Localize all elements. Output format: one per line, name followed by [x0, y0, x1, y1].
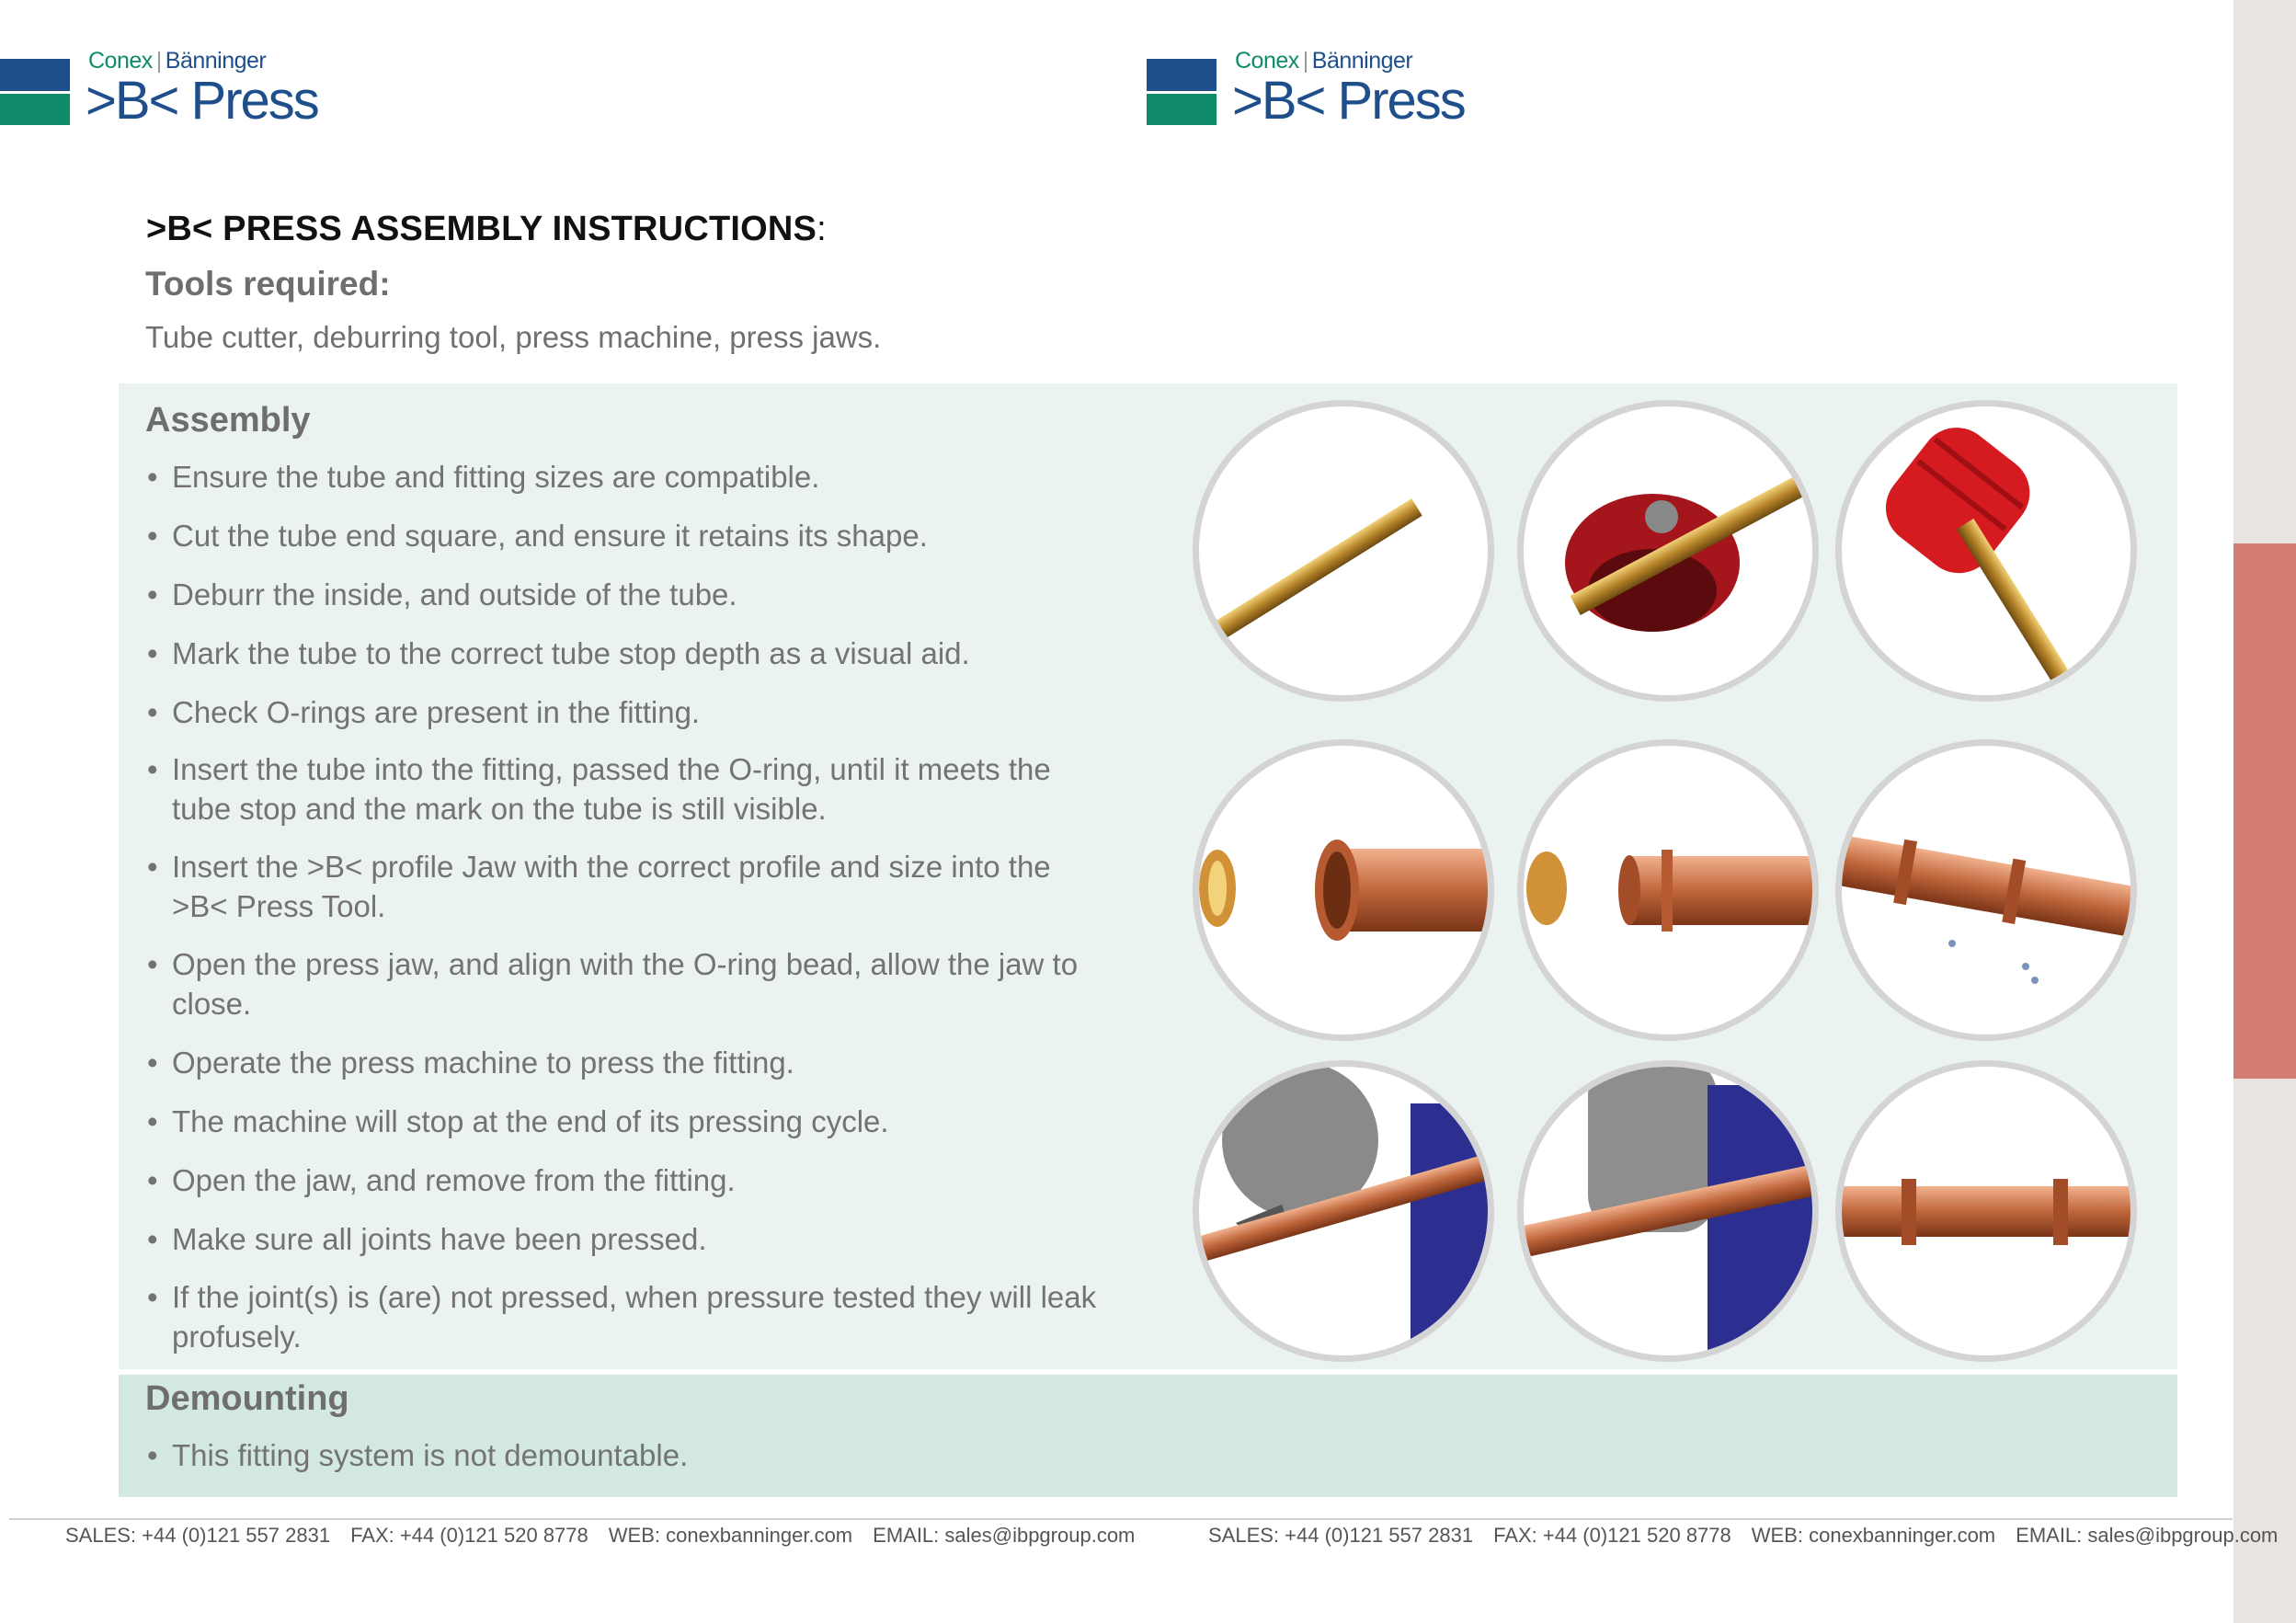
step-photo-pressed [1835, 1060, 2137, 1362]
footer-contact-left [65, 1524, 1155, 1548]
footer-email[interactable]: EMAIL: sales@ibpgroup.com [873, 1524, 1136, 1547]
step-photo-tube [1193, 400, 1494, 702]
demounting-list [145, 1435, 1083, 1475]
pressed-joint-icon [1842, 1067, 2130, 1355]
press-jaw-icon [1199, 1067, 1488, 1355]
footer-sales: SALES: +44 (0)121 557 2831 [65, 1524, 331, 1547]
product-name: >B< Press [86, 71, 318, 131]
press-machine-icon [1524, 1067, 1812, 1355]
tools-text: Tube cutter, deburring tool, press machine, press jaws. [145, 320, 882, 354]
logo-square-green [0, 94, 70, 125]
logo-square-blue [1147, 59, 1217, 91]
assembly-heading: Assembly [145, 401, 311, 440]
assembly-step: • The machine will stop at the end of its pressing cycle. [145, 1102, 1110, 1141]
logo-square-green [1147, 94, 1217, 125]
assembly-step: • If the joint(s) is (are) not pressed, when pressure tested they will leak profusely. [145, 1277, 1110, 1356]
assembly-step: • Insert the >B< profile Jaw with the correct profile and size into the >B< Press Tool. [145, 847, 1110, 926]
assembly-step: • Make sure all joints have been pressed. [145, 1219, 1110, 1259]
assembly-step: • Open the press jaw, and align with the O-ring bead, allow the jaw to close. [145, 944, 1110, 1023]
page-edge-tab [2233, 543, 2296, 1079]
demounting-item: • This fitting system is not demountable. [145, 1435, 1083, 1475]
assembly-step: • Operate the press machine to press the fitting. [145, 1043, 1110, 1082]
copper-tube-icon [1199, 406, 1488, 695]
footer-fax: FAX: +44 (0)121 520 8778 [350, 1524, 588, 1547]
footer-web[interactable]: WEB: conexbanninger.com [1751, 1524, 1996, 1547]
assembly-step: • Mark the tube to the correct tube stop depth as a visual aid. [145, 634, 1110, 673]
step-photo-jaw-open [1193, 1060, 1494, 1362]
footer-sales: SALES: +44 (0)121 557 2831 [1208, 1524, 1474, 1547]
assembly-step: • Open the jaw, and remove from the fitting. [145, 1160, 1110, 1200]
step-photo-pressing [1517, 1060, 1819, 1362]
assembly-step: • Check O-rings are present in the fitting. [145, 692, 1110, 732]
footer-contact-right [1208, 1524, 2278, 1548]
product-name: >B< Press [1232, 71, 1465, 131]
tube-insert-icon [1524, 746, 1812, 1034]
page-title: >B< PRESS ASSEMBLY INSTRUCTIONS: [146, 210, 827, 248]
tube-cutter-icon [1524, 406, 1812, 695]
demounting-heading: Demounting [145, 1379, 349, 1418]
tools-heading: Tools required: [145, 265, 391, 303]
assembly-step: • Deburr the inside, and outside of the tube. [145, 575, 1110, 614]
company-name: Conex | Bänninger [1235, 48, 1413, 74]
joined-fitting-icon [1842, 746, 2130, 1034]
step-photo-deburr [1835, 400, 2137, 702]
step-photo-cutter [1517, 400, 1819, 702]
step-photo-joined [1835, 739, 2137, 1041]
footer-divider [9, 1518, 2233, 1520]
deburring-tool-icon [1842, 406, 2130, 695]
assembly-step: • Insert the tube into the fitting, passed the O-ring, until it meets the tube stop and the mark on the tube is still visible. [145, 749, 1110, 829]
footer-fax: FAX: +44 (0)121 520 8778 [1493, 1524, 1731, 1547]
logo-square-blue [0, 59, 70, 91]
company-name: Conex | Bänninger [88, 48, 267, 74]
step-photo-fitting [1193, 739, 1494, 1041]
assembly-step: • Cut the tube end square, and ensure it retains its shape. [145, 516, 1110, 555]
copper-fitting-icon [1199, 746, 1488, 1034]
footer-email[interactable]: EMAIL: sales@ibpgroup.com [2016, 1524, 2279, 1547]
footer-web[interactable]: WEB: conexbanninger.com [608, 1524, 853, 1547]
assembly-step: • Ensure the tube and fitting sizes are compatible. [145, 457, 1110, 497]
step-photo-insert [1517, 739, 1819, 1041]
